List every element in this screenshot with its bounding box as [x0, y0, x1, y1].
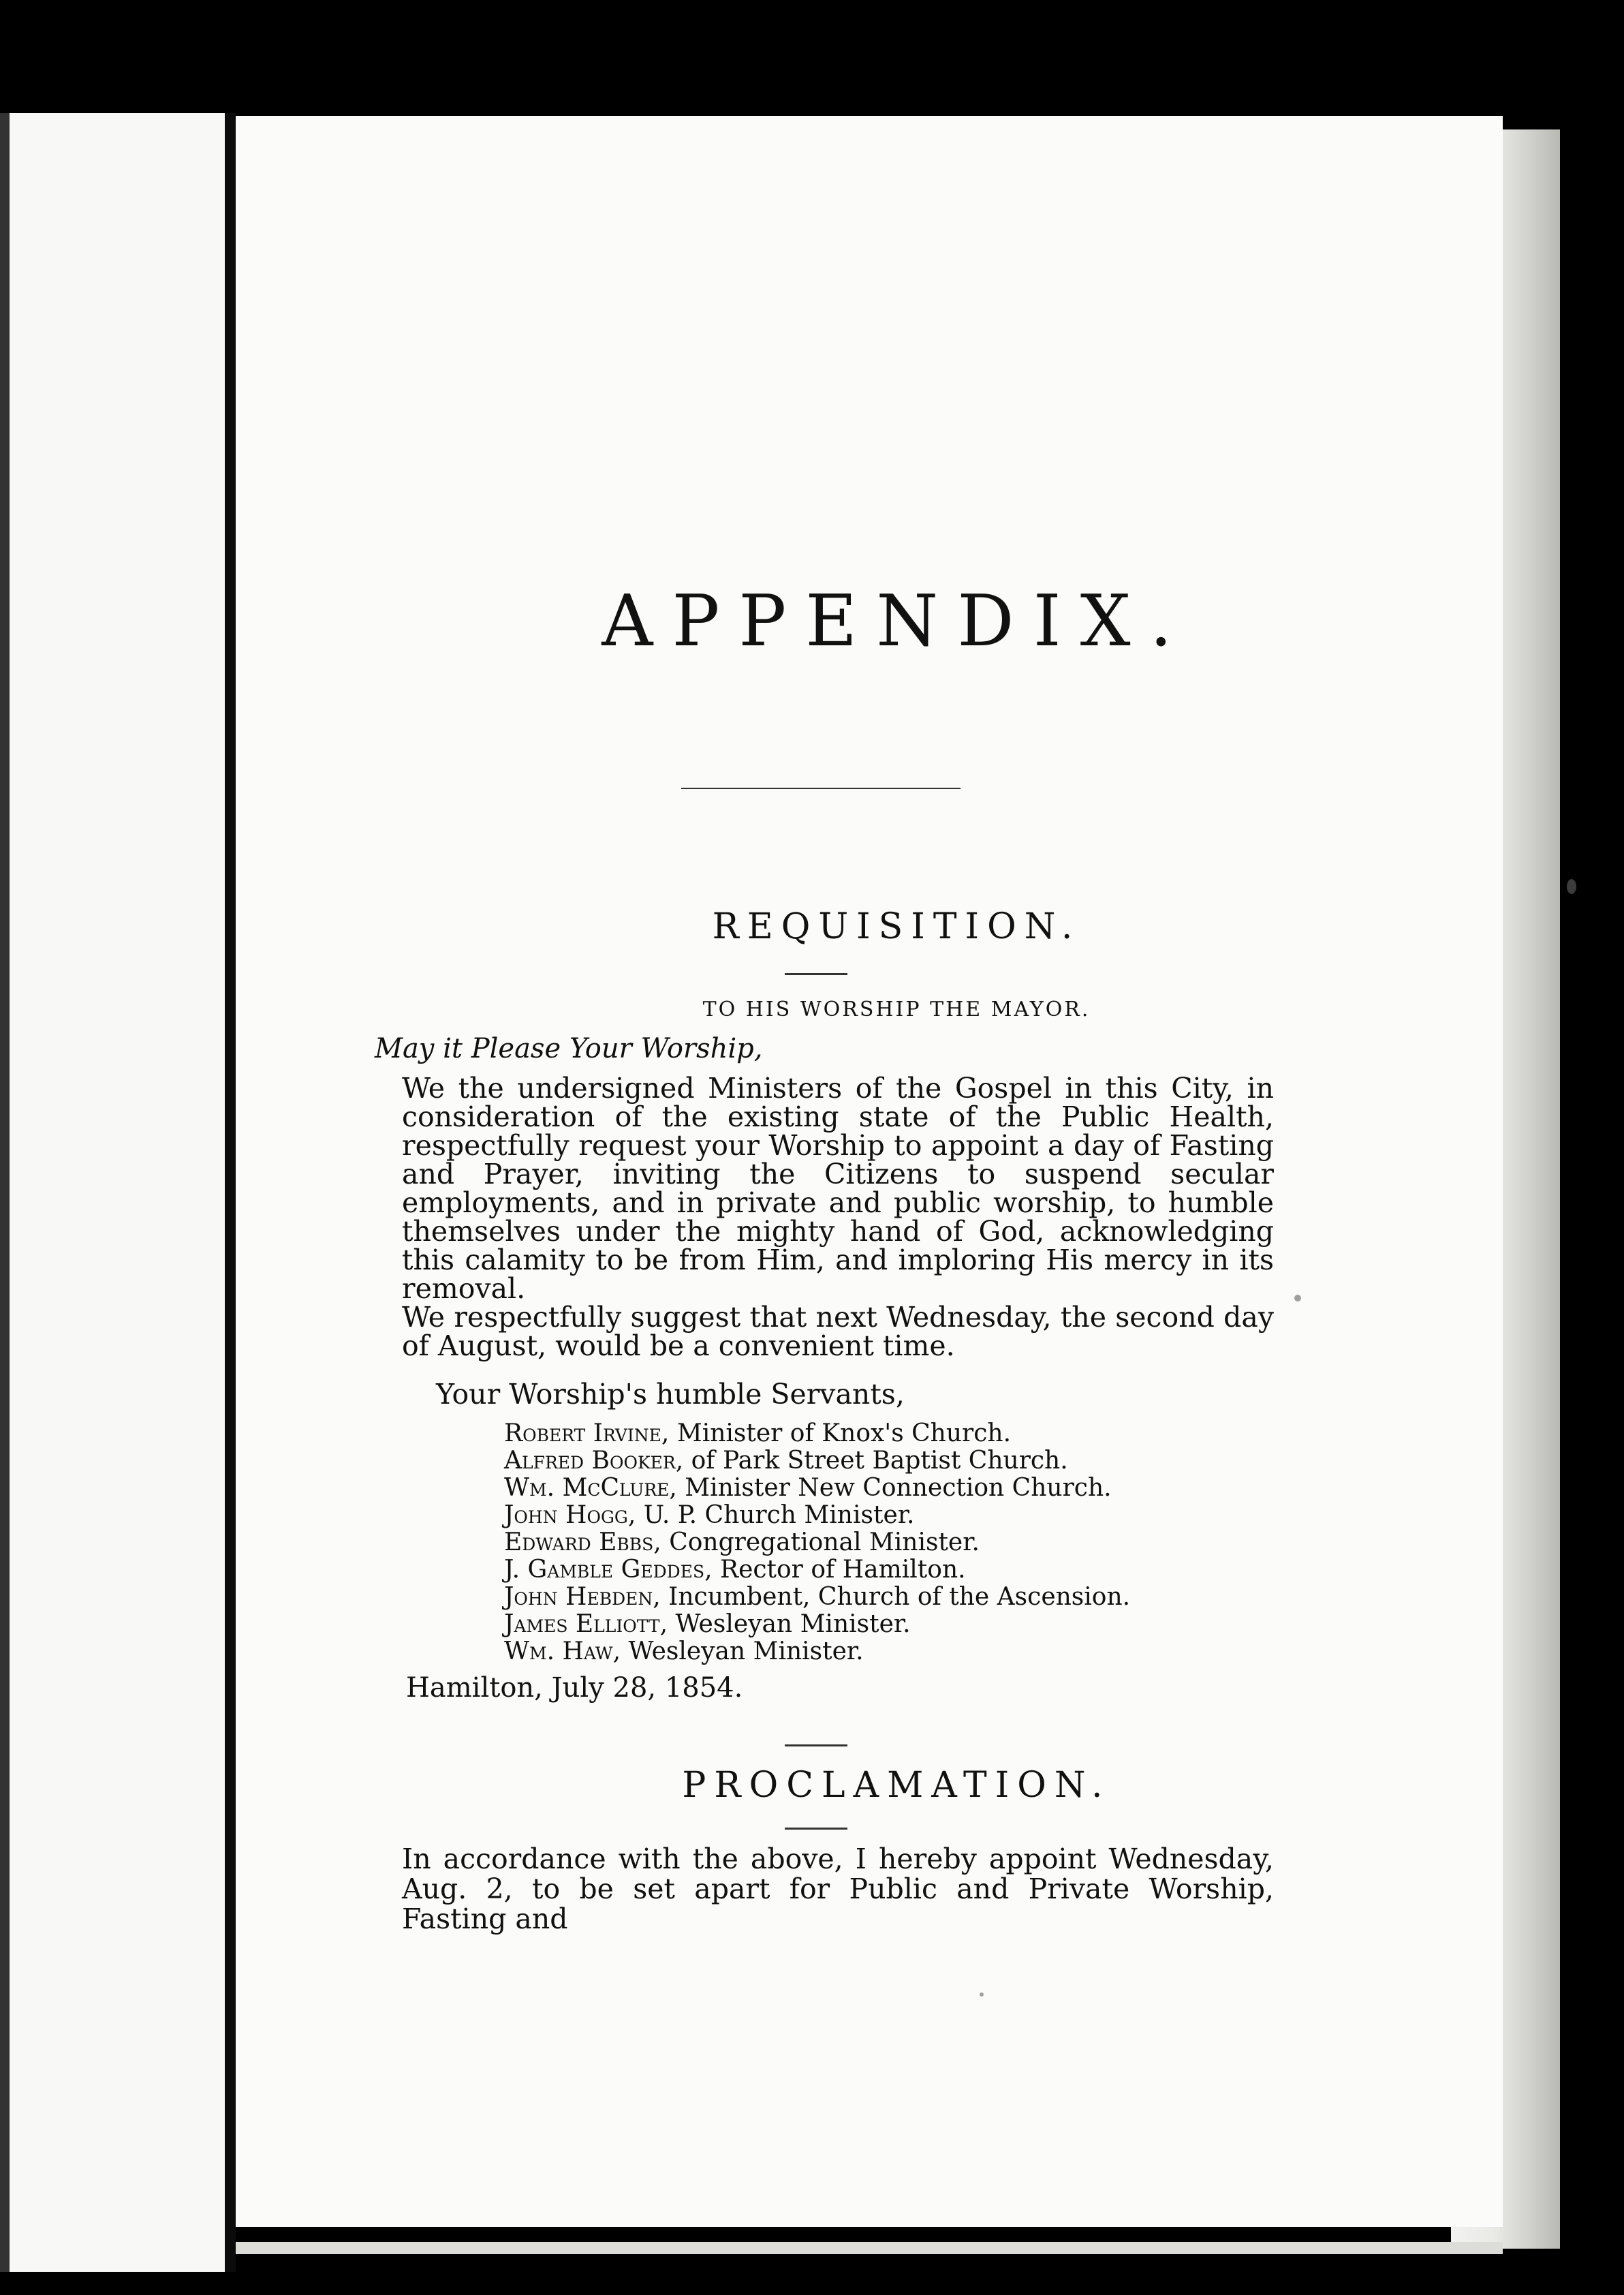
signatory: [504, 1611, 1130, 1638]
requisition-paragraph-2: We respectfully suggest that next Wednesday, the second day of August, would be a convenient time.: [402, 1301, 1274, 1362]
signatory-name: Edward Ebbs,: [504, 1528, 661, 1556]
signatory-role: Minister New Connection Church.: [685, 1474, 1112, 1502]
signatory: [504, 1556, 1130, 1584]
signatory-name: John Hebden,: [504, 1583, 661, 1611]
signatory: [504, 1475, 1130, 1502]
scan-speck: [1294, 1295, 1301, 1301]
requisition-body: [375, 1074, 1274, 1360]
signatory-role: Wesleyan Minister.: [675, 1610, 911, 1638]
signatory: [504, 1502, 1130, 1529]
signatory-name: Robert Irvine,: [504, 1419, 670, 1447]
signatory-role: Minister of Knox's Church.: [676, 1419, 1012, 1447]
place-and-date: Hamilton, July 28, 1854.: [406, 1672, 743, 1704]
signatory-name: Alfred Booker,: [504, 1447, 684, 1475]
book-gutter: [225, 113, 236, 2272]
signatory: [504, 1447, 1130, 1475]
signatory-role: Wesleyan Minister.: [628, 1637, 864, 1665]
signatory-name: Wm. McClure,: [504, 1474, 677, 1502]
signatory-list: [504, 1420, 1130, 1665]
signatory-name: James Elliott,: [504, 1610, 668, 1638]
signatory-role: Congregational Minister.: [669, 1528, 980, 1556]
signatory: [504, 1584, 1130, 1611]
requisition-heading: REQUISITION.: [712, 906, 1081, 947]
signatory: [504, 1420, 1130, 1447]
facing-page: [0, 113, 225, 2272]
signatory: [504, 1529, 1130, 1556]
mayor-address: TO HIS WORSHIP THE MAYOR.: [702, 998, 1091, 1021]
signatory-name: Wm. Haw,: [504, 1637, 621, 1665]
signatory-role: U. P. Church Minister.: [643, 1501, 915, 1529]
scan-speck: [1567, 879, 1576, 894]
facing-page-edge: [0, 113, 10, 2272]
proclamation-heading: PROCLAMATION.: [682, 1765, 1111, 1806]
proclamation-paragraph: [375, 1844, 1274, 1934]
title-rule: [681, 788, 961, 789]
appendix-title: APPENDIX.: [602, 579, 1191, 662]
proclamation-text: In accordance with the above, I hereby appoint Wednesday, Aug. 2, to be set apart for Public and Private Worship, Fasting and: [402, 1843, 1274, 1935]
section-rule: [785, 1744, 847, 1746]
page-bottom-shadow: [236, 2242, 1503, 2254]
requisition-paragraph-1: We the undersigned Ministers of the Gospel in this City, in consideration of the existing state of the Public Health, respectfully request your Worship to appoint a day of Fasting and Prayer, inviting the Citizens to suspend secular employments, and in private and public worship, to humble themselves under the mighty hand of God, acknowledging this calamity to be from Him, and imploring His mercy in its removal.: [402, 1072, 1274, 1305]
signatory-name: J. Gamble Geddes,: [504, 1556, 713, 1584]
signatory-role: Incumbent, Church of the Ascension.: [668, 1583, 1131, 1611]
proclamation-rule: [785, 1828, 847, 1830]
signatory-name: John Hogg,: [504, 1501, 636, 1529]
signatory-role: of Park Street Baptist Church.: [691, 1447, 1068, 1475]
closing-line: Your Worship's humble Servants,: [436, 1378, 905, 1411]
signatory: [504, 1638, 1130, 1665]
requisition-rule: [785, 973, 847, 975]
signatory-role: Rector of Hamilton.: [719, 1556, 966, 1584]
scan-speck: [980, 1992, 984, 1997]
salutation: May it Please Your Worship,: [375, 1033, 763, 1064]
